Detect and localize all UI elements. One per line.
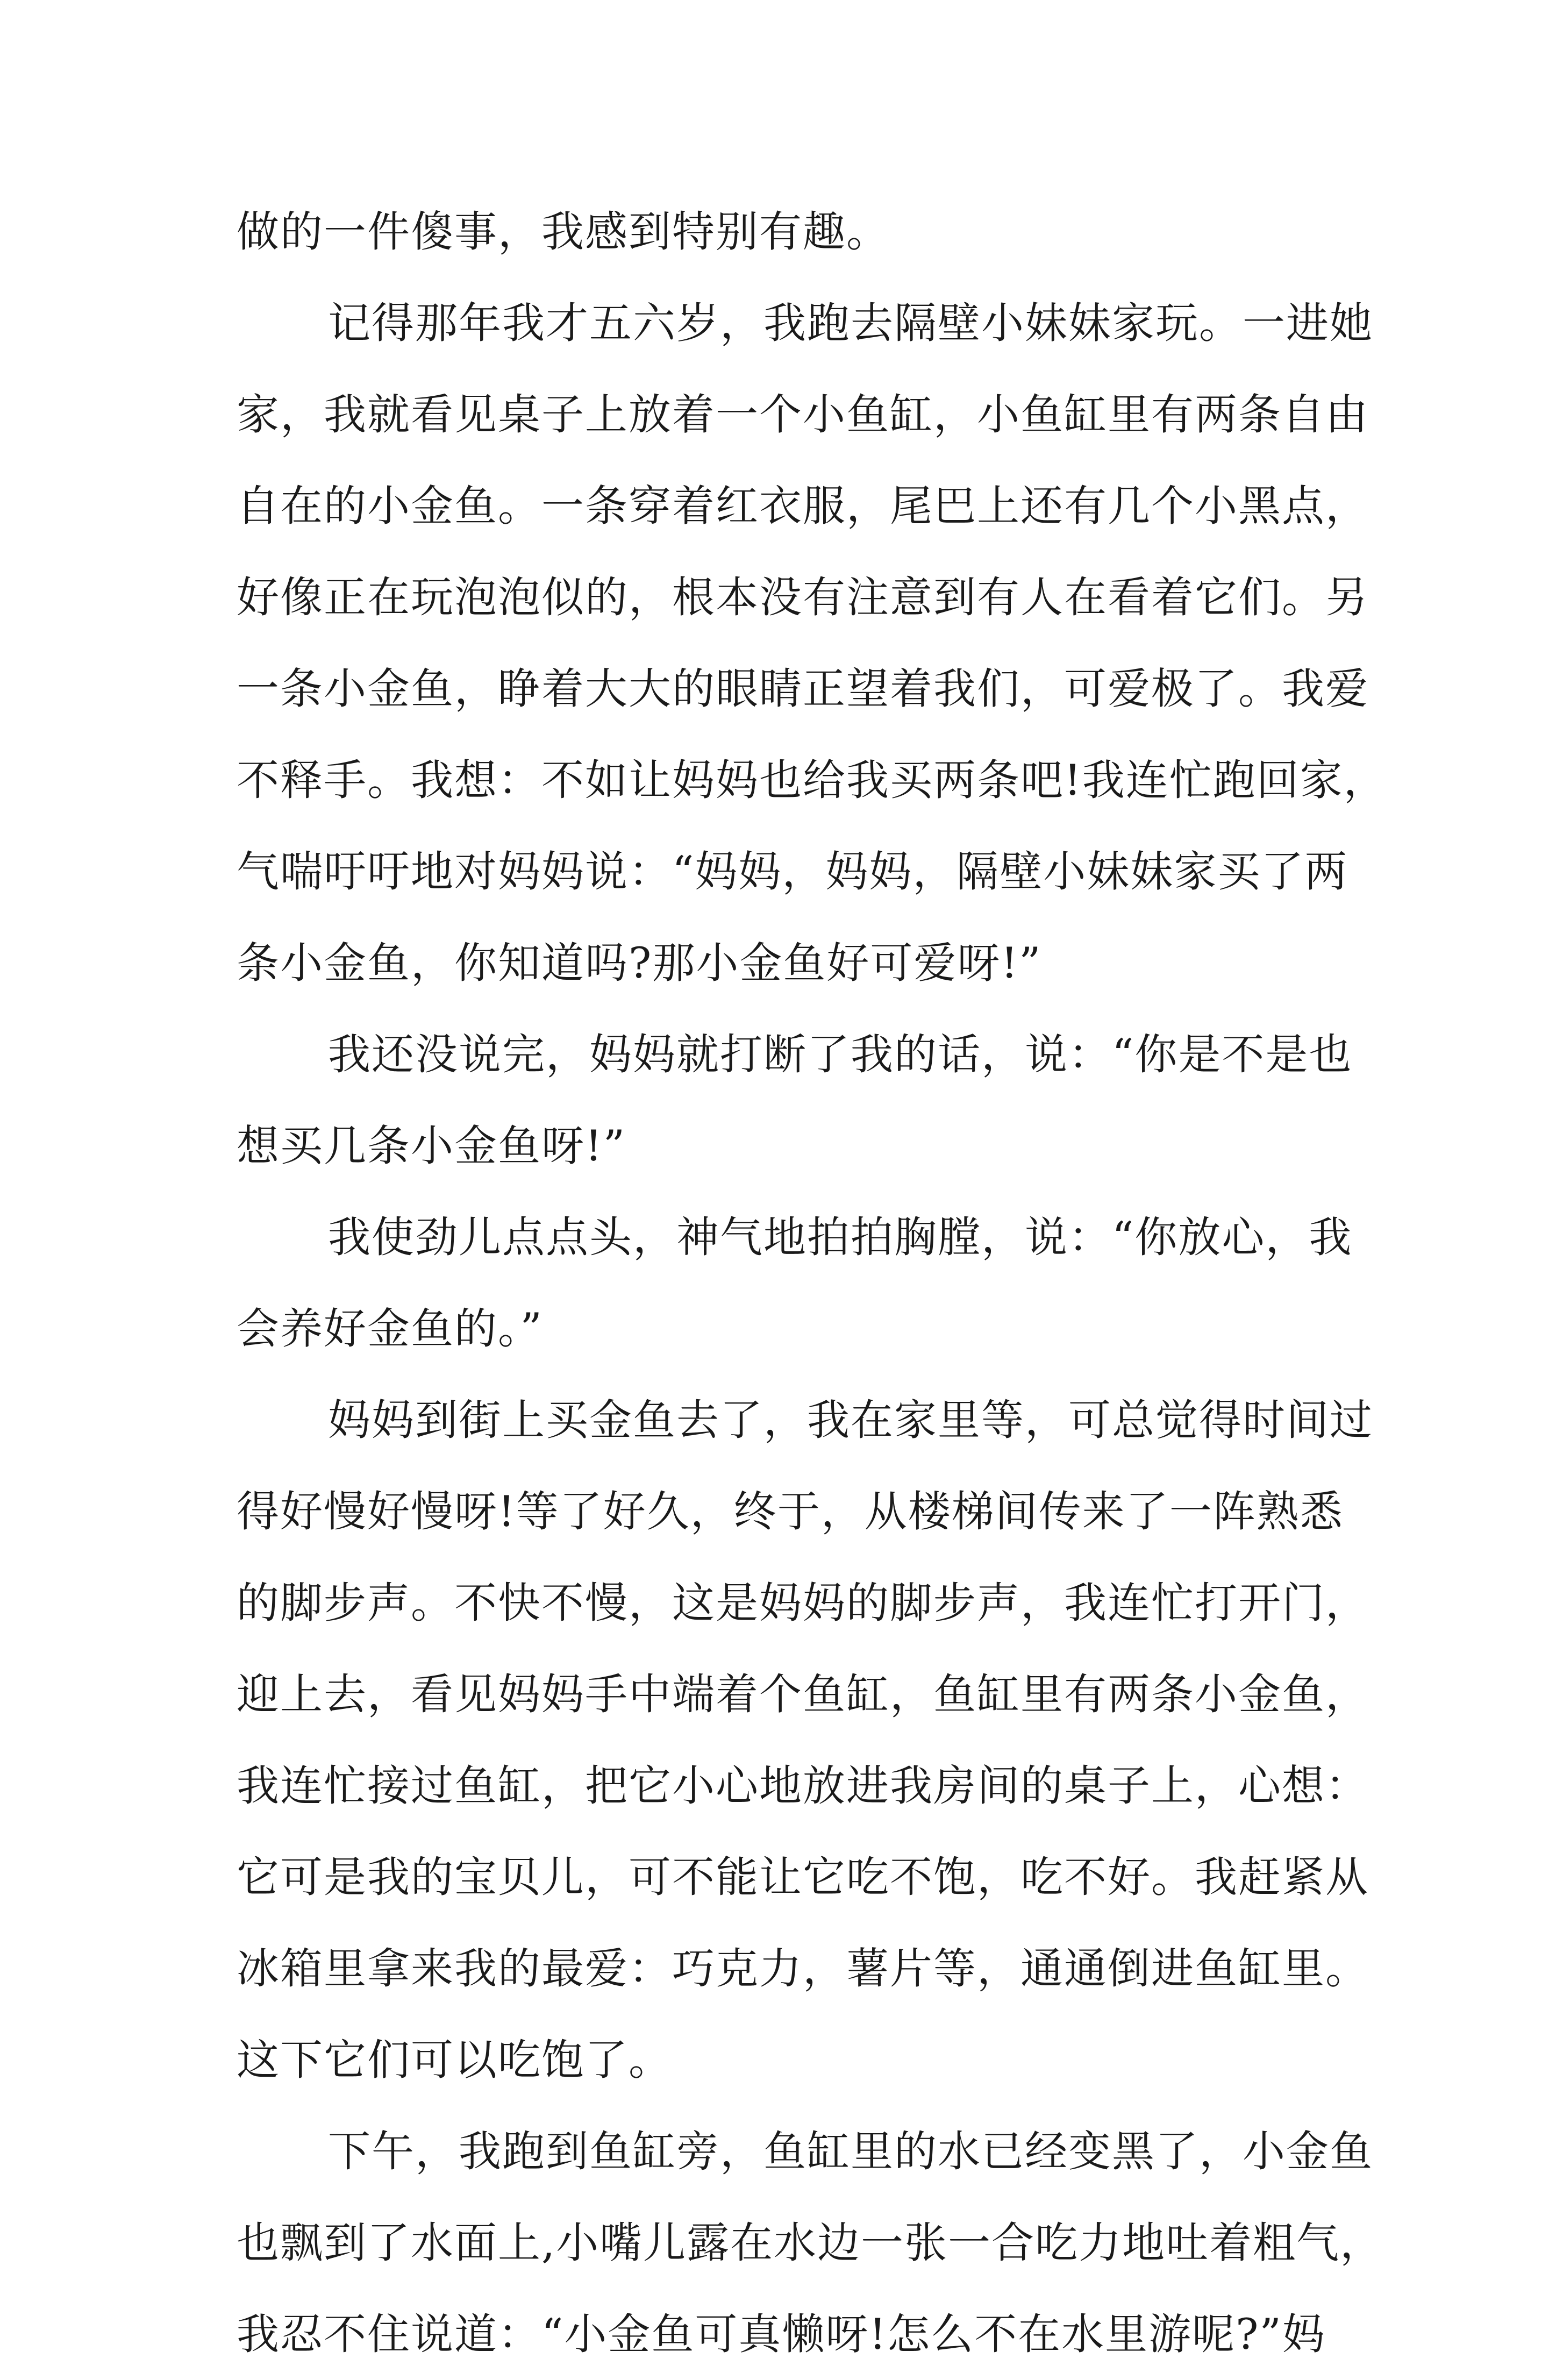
- text-line: 不释手。我想：不如让妈妈也给我买两条吧!我连忙跑回家，: [237, 756, 1387, 805]
- text-line: 自在的小金鱼。一条穿着红衣服，尾巴上还有几个小黑点，: [237, 481, 1369, 531]
- text-line: 好像正在玩泡泡似的，根本没有注意到有人在看着它们。另: [237, 573, 1369, 622]
- text-line: 这下它们可以吃饱了。: [237, 2035, 672, 2085]
- document-body: [237, 186, 1387, 2380]
- text-line: 的脚步声。不快不慢，这是妈妈的脚步声，我连忙打开门，: [237, 1578, 1369, 1628]
- text-line: 家，我就看见桌子上放着一个小鱼缸，小鱼缸里有两条自由: [237, 390, 1369, 439]
- text-line: 我连忙接过鱼缸，把它小心地放进我房间的桌子上，心想：: [237, 1761, 1369, 1811]
- text-line: 气喘吁吁地对妈妈说：“妈妈，妈妈，隔壁小妹妹家买了两: [237, 847, 1348, 896]
- text-line: 它可是我的宝贝儿，可不能让它吃不饱，吃不好。我赶紧从: [237, 1852, 1369, 1902]
- text-line: 下午，我跑到鱼缸旁，鱼缸里的水已经变黑了，小金鱼: [328, 2127, 1373, 2176]
- text-line: 做的一件傻事，我感到特别有趣。: [237, 207, 890, 256]
- text-line: 想买几条小金鱼呀!”: [237, 1121, 626, 1171]
- text-line: 我还没说完，妈妈就打断了我的话，说：“你是不是也: [328, 1030, 1353, 1079]
- text-line: 妈妈到街上买金鱼去了，我在家里等，可总觉得时间过: [328, 1395, 1373, 1445]
- text-line: 记得那年我才五六岁，我跑去隔壁小妹妹家玩。一进她: [328, 298, 1373, 348]
- text-line: 会养好金鱼的。”: [237, 1304, 543, 1353]
- text-line: 我使劲儿点点头，神气地拍拍胸膛，说：“你放心，我: [328, 1213, 1353, 1262]
- text-line: 冰箱里拿来我的最爱：巧克力，薯片等，通通倒进鱼缸里。: [237, 1944, 1369, 1993]
- text-line: 迎上去，看见妈妈手中端着个鱼缸，鱼缸里有两条小金鱼，: [237, 1670, 1369, 1719]
- text-line: 我忍不住说道：“小金鱼可真懒呀!怎么不在水里游呢?”妈: [237, 2310, 1326, 2359]
- text-line: 条小金鱼，你知道吗?那小金鱼好可爱呀!”: [237, 938, 1042, 988]
- text-line: 一条小金鱼，睁着大大的眼睛正望着我们，可爱极了。我爱: [237, 664, 1369, 714]
- text-line: 得好慢好慢呀!等了好久，终于，从楼梯间传来了一阵熟悉: [237, 1487, 1344, 1536]
- text-line: 也飘到了水面上,小嘴儿露在水边一张一合吃力地吐着粗气，: [237, 2218, 1384, 2268]
